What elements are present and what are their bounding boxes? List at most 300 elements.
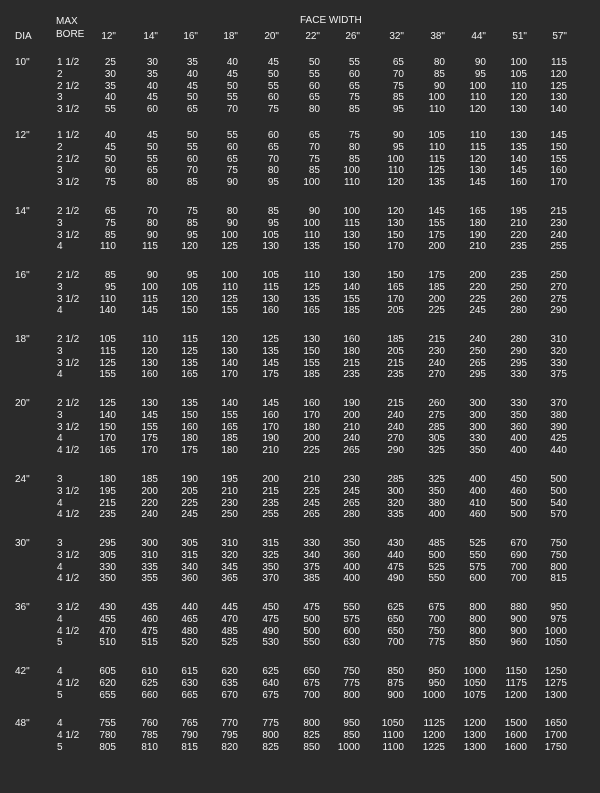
- value-cell: 165: [469, 206, 486, 217]
- bore-label: 4: [57, 241, 63, 253]
- value-cell: 1750: [544, 741, 567, 753]
- value-cell: 160: [550, 165, 567, 177]
- value-cell: 140: [99, 305, 116, 317]
- value-cell: 290: [387, 445, 404, 457]
- value-cell: 140: [99, 409, 116, 421]
- value-cell: 880: [510, 602, 527, 613]
- value-cell: 435: [141, 602, 158, 613]
- value-cell: 350: [262, 561, 279, 573]
- value-cell: 320: [550, 345, 567, 357]
- value-cell: 85: [392, 92, 404, 104]
- value-cell: 140: [550, 104, 567, 116]
- value-cell: 115: [142, 293, 158, 305]
- value-cell: 80: [146, 177, 158, 189]
- value-cell: 665: [181, 689, 198, 701]
- value-cell: 850: [387, 666, 404, 677]
- value-cell: 120: [510, 92, 527, 104]
- bore-label: 3 1/2: [57, 229, 80, 241]
- value-cell: 190: [469, 229, 486, 241]
- value-cell: 215: [262, 485, 279, 497]
- value-cell: 230: [343, 474, 360, 485]
- value-cell: 295: [99, 538, 116, 549]
- value-cell: 700: [510, 561, 527, 573]
- value-cell: 1200: [504, 689, 527, 701]
- value-cell: 225: [303, 445, 320, 457]
- value-cell: 30: [104, 68, 116, 80]
- value-cell: 175: [428, 270, 445, 281]
- value-cell: 1050: [381, 718, 404, 729]
- value-cell: 230: [428, 345, 445, 357]
- value-cell: 485: [221, 625, 238, 637]
- diameter-label: 14": [15, 206, 30, 217]
- value-cell: 250: [469, 345, 486, 357]
- value-cell: 185: [141, 474, 158, 485]
- bore-label: 4 1/2: [57, 573, 80, 585]
- value-cell: 100: [343, 165, 360, 177]
- value-cell: 325: [262, 549, 279, 561]
- width-header: 12": [101, 31, 116, 42]
- value-cell: 60: [186, 153, 198, 165]
- value-cell: 215: [343, 357, 360, 369]
- value-cell: 75: [104, 177, 116, 189]
- value-cell: 1125: [423, 718, 445, 729]
- value-cell: 45: [226, 68, 238, 80]
- value-cell: 400: [510, 433, 527, 445]
- value-cell: 815: [550, 573, 567, 585]
- value-cell: 130: [469, 165, 486, 177]
- value-cell: 290: [550, 305, 567, 317]
- value-cell: 80: [146, 217, 158, 229]
- value-cell: 105: [181, 281, 198, 293]
- value-cell: 50: [267, 68, 279, 80]
- bore-label: 3: [57, 165, 63, 177]
- width-header: 14": [143, 31, 158, 42]
- diameter-label: 30": [15, 538, 30, 549]
- value-cell: 155: [221, 305, 238, 317]
- value-cell: 640: [262, 677, 279, 689]
- value-cell: 800: [469, 625, 486, 637]
- value-cell: 55: [308, 68, 320, 80]
- value-cell: 175: [141, 433, 158, 445]
- value-cell: 755: [99, 718, 116, 729]
- width-header: 32": [389, 31, 404, 42]
- value-cell: 260: [510, 293, 527, 305]
- bore-label: 3: [57, 538, 63, 549]
- value-cell: 780: [99, 729, 116, 741]
- value-cell: 300: [469, 421, 486, 433]
- value-cell: 260: [428, 398, 445, 409]
- value-cell: 900: [387, 689, 404, 701]
- value-cell: 515: [141, 637, 158, 649]
- value-cell: 170: [387, 293, 404, 305]
- bore-label: 4 1/2: [57, 729, 80, 741]
- value-cell: 825: [303, 729, 320, 741]
- value-cell: 330: [510, 369, 527, 381]
- value-cell: 105: [262, 270, 279, 281]
- value-cell: 690: [510, 549, 527, 561]
- value-cell: 75: [348, 92, 360, 104]
- value-cell: 455: [99, 613, 116, 625]
- value-cell: 625: [141, 677, 158, 689]
- value-cell: 105: [99, 334, 116, 345]
- value-cell: 65: [308, 92, 320, 104]
- value-cell: 70: [308, 141, 320, 153]
- value-cell: 160: [181, 421, 198, 433]
- value-cell: 65: [226, 153, 238, 165]
- value-cell: 480: [181, 625, 198, 637]
- value-cell: 110: [470, 92, 486, 104]
- value-cell: 85: [348, 153, 360, 165]
- bore-label: 2 1/2: [57, 398, 80, 409]
- value-cell: 805: [99, 741, 116, 753]
- value-cell: 850: [303, 741, 320, 753]
- value-cell: 65: [392, 57, 404, 68]
- value-cell: 770: [221, 718, 238, 729]
- diameter-label: 16": [15, 270, 30, 281]
- value-cell: 35: [104, 80, 116, 92]
- value-cell: 110: [511, 80, 527, 92]
- bore-label: 3: [57, 281, 63, 293]
- value-cell: 500: [510, 497, 527, 509]
- value-cell: 400: [469, 485, 486, 497]
- value-cell: 185: [387, 334, 404, 345]
- value-cell: 120: [221, 334, 238, 345]
- value-cell: 165: [99, 445, 116, 457]
- value-cell: 90: [146, 229, 158, 241]
- value-cell: 115: [429, 153, 445, 165]
- value-cell: 215: [99, 497, 116, 509]
- value-cell: 500: [303, 625, 320, 637]
- value-cell: 310: [221, 538, 238, 549]
- value-cell: 450: [510, 474, 527, 485]
- value-cell: 150: [387, 229, 404, 241]
- value-cell: 215: [387, 357, 404, 369]
- value-cell: 180: [469, 217, 486, 229]
- value-cell: 360: [343, 549, 360, 561]
- value-cell: 570: [550, 509, 567, 521]
- bore-label: 2 1/2: [57, 80, 80, 92]
- value-cell: 225: [181, 497, 198, 509]
- value-cell: 200: [343, 409, 360, 421]
- value-cell: 210: [303, 474, 320, 485]
- value-cell: 150: [99, 421, 116, 433]
- value-cell: 1100: [382, 729, 404, 741]
- value-cell: 60: [146, 104, 158, 116]
- value-cell: 1275: [544, 677, 567, 689]
- value-cell: 440: [181, 602, 198, 613]
- width-header: 20": [264, 31, 279, 42]
- value-cell: 160: [262, 305, 279, 317]
- value-cell: 45: [267, 57, 279, 68]
- value-cell: 155: [221, 409, 238, 421]
- value-cell: 385: [303, 573, 320, 585]
- value-cell: 235: [343, 369, 360, 381]
- value-cell: 155: [343, 293, 360, 305]
- value-cell: 345: [221, 561, 238, 573]
- value-cell: 120: [469, 104, 486, 116]
- value-cell: 950: [343, 718, 360, 729]
- value-cell: 165: [221, 421, 238, 433]
- value-cell: 775: [428, 637, 445, 649]
- value-cell: 120: [181, 241, 198, 253]
- value-cell: 95: [186, 229, 198, 241]
- bore-label: 3: [57, 345, 63, 357]
- value-cell: 670: [221, 689, 238, 701]
- value-cell: 150: [181, 409, 198, 421]
- diameter-label: 42": [15, 666, 30, 677]
- value-cell: 615: [181, 666, 198, 677]
- value-cell: 100: [510, 57, 527, 68]
- value-cell: 155: [550, 153, 567, 165]
- value-cell: 45: [186, 80, 198, 92]
- bore-label: 3 1/2: [57, 104, 80, 116]
- value-cell: 150: [343, 241, 360, 253]
- value-cell: 450: [262, 602, 279, 613]
- value-cell: 55: [146, 153, 158, 165]
- value-cell: 40: [186, 68, 198, 80]
- value-cell: 40: [104, 92, 116, 104]
- value-cell: 1500: [504, 718, 527, 729]
- value-cell: 1200: [463, 718, 486, 729]
- value-cell: 1100: [382, 741, 404, 753]
- value-cell: 155: [99, 369, 116, 381]
- value-cell: 30: [146, 57, 158, 68]
- value-cell: 35: [186, 57, 198, 68]
- value-cell: 750: [550, 538, 567, 549]
- value-cell: 400: [343, 561, 360, 573]
- value-cell: 265: [469, 357, 486, 369]
- value-cell: 475: [303, 602, 320, 613]
- value-cell: 430: [99, 602, 116, 613]
- width-header: 26": [345, 31, 360, 42]
- value-cell: 110: [304, 229, 320, 241]
- value-cell: 550: [303, 637, 320, 649]
- value-cell: 140: [343, 281, 360, 293]
- value-cell: 65: [348, 80, 360, 92]
- value-cell: 170: [221, 369, 238, 381]
- width-header: 57": [552, 31, 567, 42]
- value-cell: 120: [387, 206, 404, 217]
- value-cell: 280: [510, 305, 527, 317]
- bore-header: BORE: [56, 29, 85, 40]
- value-cell: 125: [303, 281, 320, 293]
- value-cell: 650: [303, 666, 320, 677]
- diameter-label: 10": [15, 57, 30, 68]
- value-cell: 205: [181, 485, 198, 497]
- diameter-label: 48": [15, 718, 30, 729]
- value-cell: 145: [469, 177, 486, 189]
- value-cell: 110: [470, 130, 486, 141]
- diameter-label: 12": [15, 130, 30, 141]
- bore-label: 3: [57, 217, 63, 229]
- value-cell: 305: [181, 538, 198, 549]
- value-cell: 350: [428, 485, 445, 497]
- bore-label: 4 1/2: [57, 509, 80, 521]
- value-cell: 100: [428, 92, 445, 104]
- value-cell: 175: [262, 369, 279, 381]
- value-cell: 170: [141, 445, 158, 457]
- value-cell: 110: [344, 177, 360, 189]
- bore-label: 4: [57, 613, 63, 625]
- value-cell: 250: [510, 281, 527, 293]
- value-cell: 250: [221, 509, 238, 521]
- value-cell: 245: [303, 497, 320, 509]
- value-cell: 45: [146, 92, 158, 104]
- value-cell: 130: [550, 92, 567, 104]
- value-cell: 185: [428, 281, 445, 293]
- value-cell: 200: [428, 241, 445, 253]
- value-cell: 130: [262, 293, 279, 305]
- value-cell: 335: [387, 509, 404, 521]
- value-cell: 240: [469, 334, 486, 345]
- value-cell: 170: [303, 409, 320, 421]
- value-cell: 55: [267, 80, 279, 92]
- value-cell: 200: [262, 474, 279, 485]
- value-cell: 660: [141, 689, 158, 701]
- bore-label: 2 1/2: [57, 206, 80, 217]
- value-cell: 55: [226, 92, 238, 104]
- value-cell: 500: [550, 474, 567, 485]
- value-cell: 270: [387, 433, 404, 445]
- value-cell: 110: [429, 104, 445, 116]
- width-header: 51": [512, 31, 527, 42]
- value-cell: 280: [510, 334, 527, 345]
- value-cell: 80: [308, 104, 320, 116]
- value-cell: 85: [186, 177, 198, 189]
- value-cell: 50: [308, 57, 320, 68]
- value-cell: 220: [510, 229, 527, 241]
- value-cell: 165: [181, 369, 198, 381]
- value-cell: 285: [387, 474, 404, 485]
- value-cell: 75: [348, 130, 360, 141]
- value-cell: 135: [181, 398, 198, 409]
- value-cell: 95: [186, 270, 198, 281]
- value-cell: 115: [100, 345, 116, 357]
- value-cell: 130: [343, 270, 360, 281]
- value-cell: 750: [550, 549, 567, 561]
- value-cell: 225: [469, 293, 486, 305]
- diameter-label: 24": [15, 474, 30, 485]
- bore-label: 4: [57, 369, 63, 381]
- value-cell: 245: [469, 305, 486, 317]
- value-cell: 145: [141, 305, 158, 317]
- dia-header: DIA: [15, 31, 32, 42]
- bore-label: 4: [57, 561, 63, 573]
- value-cell: 245: [343, 485, 360, 497]
- value-cell: 110: [100, 293, 116, 305]
- value-cell: 215: [428, 334, 445, 345]
- value-cell: 100: [469, 80, 486, 92]
- value-cell: 150: [181, 305, 198, 317]
- value-cell: 270: [550, 281, 567, 293]
- value-cell: 210: [221, 485, 238, 497]
- value-cell: 60: [308, 80, 320, 92]
- value-cell: 330: [99, 561, 116, 573]
- value-cell: 210: [510, 217, 527, 229]
- value-cell: 190: [262, 433, 279, 445]
- value-cell: 775: [343, 677, 360, 689]
- value-cell: 320: [221, 549, 238, 561]
- value-cell: 190: [181, 474, 198, 485]
- value-cell: 85: [104, 229, 116, 241]
- value-cell: 170: [99, 433, 116, 445]
- value-cell: 25: [104, 57, 116, 68]
- bore-label: 4: [57, 666, 63, 677]
- bore-label: 3 1/2: [57, 602, 80, 613]
- value-cell: 185: [221, 433, 238, 445]
- value-cell: 295: [510, 357, 527, 369]
- value-cell: 185: [343, 305, 360, 317]
- bore-label: 4 1/2: [57, 677, 80, 689]
- value-cell: 790: [181, 729, 198, 741]
- value-cell: 305: [99, 549, 116, 561]
- value-cell: 165: [387, 281, 404, 293]
- bore-label: 3 1/2: [57, 421, 80, 433]
- value-cell: 370: [262, 573, 279, 585]
- value-cell: 950: [428, 677, 445, 689]
- value-cell: 760: [141, 718, 158, 729]
- value-cell: 765: [181, 718, 198, 729]
- value-cell: 475: [262, 613, 279, 625]
- value-cell: 135: [510, 141, 527, 153]
- value-cell: 355: [141, 573, 158, 585]
- value-cell: 50: [226, 80, 238, 92]
- value-cell: 175: [181, 445, 198, 457]
- value-cell: 115: [470, 141, 486, 153]
- value-cell: 195: [99, 485, 116, 497]
- value-cell: 200: [428, 293, 445, 305]
- value-cell: 190: [343, 398, 360, 409]
- value-cell: 75: [186, 206, 198, 217]
- value-cell: 115: [263, 281, 279, 293]
- value-cell: 95: [474, 68, 486, 80]
- value-cell: 235: [99, 509, 116, 521]
- bore-label: 5: [57, 637, 63, 649]
- value-cell: 100: [343, 206, 360, 217]
- value-cell: 470: [99, 625, 116, 637]
- value-cell: 1700: [544, 729, 567, 741]
- value-cell: 500: [303, 613, 320, 625]
- value-cell: 670: [510, 538, 527, 549]
- value-cell: 50: [186, 92, 198, 104]
- value-cell: 635: [221, 677, 238, 689]
- value-cell: 360: [510, 421, 527, 433]
- value-cell: 70: [186, 165, 198, 177]
- bore-label: 3 1/2: [57, 549, 80, 561]
- value-cell: 145: [510, 165, 527, 177]
- bore-label: 3: [57, 92, 63, 104]
- value-cell: 460: [510, 485, 527, 497]
- value-cell: 255: [262, 509, 279, 521]
- value-cell: 250: [550, 270, 567, 281]
- diameter-label: 20": [15, 398, 30, 409]
- value-cell: 60: [104, 165, 116, 177]
- value-cell: 240: [387, 421, 404, 433]
- bore-label: 1 1/2: [57, 57, 80, 68]
- value-cell: 125: [428, 165, 445, 177]
- value-cell: 135: [428, 177, 445, 189]
- value-cell: 265: [343, 497, 360, 509]
- value-cell: 145: [141, 409, 158, 421]
- value-cell: 785: [141, 729, 158, 741]
- bore-label: 3 1/2: [57, 357, 80, 369]
- value-cell: 200: [469, 270, 486, 281]
- value-cell: 50: [104, 153, 116, 165]
- value-cell: 600: [469, 573, 486, 585]
- value-cell: 180: [181, 433, 198, 445]
- value-cell: 110: [142, 334, 158, 345]
- value-cell: 180: [343, 345, 360, 357]
